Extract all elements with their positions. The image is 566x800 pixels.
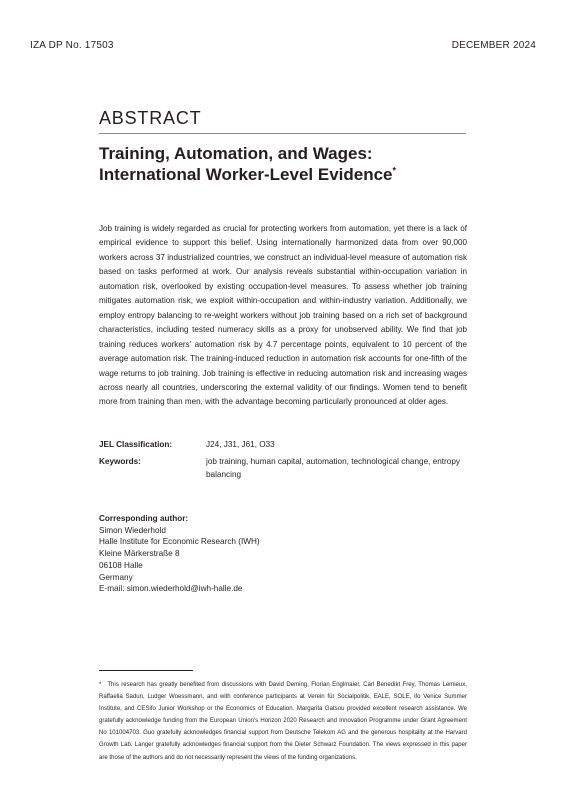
corresponding-author	[99, 513, 260, 595]
author-street: Kleine Märkerstraße 8	[99, 549, 180, 559]
abstract-heading: ABSTRACT	[99, 108, 202, 128]
email-link[interactable]: simon.wiederhold@iwh-halle.de	[126, 584, 243, 594]
footnote-text: This research has greatly benefited from discussions with David Deming, Florian Englmaier, Carl Benedikt Frey, Thomas Lemieux, Raffaella Sadun, Ludger Woessmann, and with conference participants at Verein für Socialpolitik, EALE, SOLE, ifo Venice Summer Institute, and CESifo Junior Workshop or the Economics of Education. Margarita Gatsou provided excellent research assistance. We gratefully acknowledge funding from the European Union's Horizon 2020 Research and Innovation Programme under Grant Agreement No 101004703. Guo gratefully acknowledges financial support from Deutsche Telekom AG and the generous hospitality at the Harvard Growth Lab. Langer gratefully acknowledges financial support from the Dieter Schwarz Foundation. The views expressed in this paper are those of the authors and do not necessarily represent the views of the funding organizations.	[99, 682, 467, 761]
email-row	[99, 583, 260, 595]
author-country: Germany	[99, 572, 133, 582]
jel-codes: J24, J31, J61, O33	[206, 440, 275, 449]
abstract-text: Job training is widely regarded as crucial for protecting workers from automation, yet there is a lack of empirical evidence to support this belief. Using internationally harmonized data from over 90,000 workers across 37 industrialized countries, we construct an individual-level measure of automation risk based on tasks performed at work. Our analysis reveals substantial within-occupation variation in automation risk, overlooked by existing occupation-level measures. To assess whether job training mitigates automation risk, we exploit within-occupation and within-industry variation. Additionally, we employ entropy balancing to re-weight workers without job training based on a rich set of background characteristics, including tested numeracy skills as a proxy for unobserved ability. We find that job training reduces workers' automation risk by 4.7 percentage points, equivalent to 10 percent of the average automation risk. The training-induced reduction in automation risk accounts for one-fifth of the wage returns to job training. Job training is effective in reducing automation risk and increasing wages across nearly all countries, underscoring the external validity of our findings. Women tend to benefit more from training than men, with the advantage becoming particularly pronounced at older ages.	[99, 224, 467, 407]
author-city: 06108 Halle	[99, 560, 143, 570]
footnote	[99, 679, 467, 764]
paper-title	[99, 143, 469, 185]
title-footnote-mark[interactable]: *	[392, 165, 397, 176]
corresponding-author-label: Corresponding author:	[99, 514, 189, 523]
email-label: E-mail:	[99, 584, 125, 594]
heading-divider	[99, 133, 466, 134]
publication-date: DECEMBER 2024	[451, 40, 536, 51]
author-institution: Halle Institute for Economic Research (IWH)	[99, 537, 260, 547]
footnote-divider	[99, 670, 193, 671]
jel-label: JEL Classification:	[99, 440, 173, 449]
footnote-mark: *	[99, 682, 102, 688]
keywords-list: job training, human capital, automation, technological change, entropy balancing	[206, 457, 460, 479]
author-name: Simon Wiederhold	[99, 525, 166, 535]
title-line-2: International Worker-Level Evidence	[99, 165, 393, 184]
title-line-1: Training, Automation, and Wages:	[99, 144, 373, 163]
series-number: IZA DP No. 17503	[30, 40, 114, 51]
keywords-label: Keywords:	[99, 457, 141, 466]
